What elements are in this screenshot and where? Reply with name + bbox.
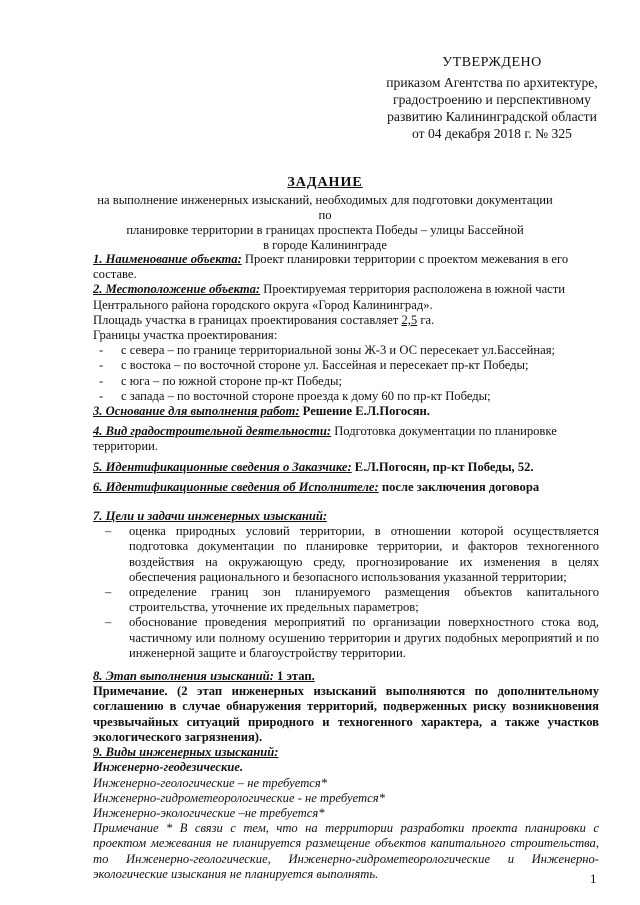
section-7 bbox=[93, 509, 599, 524]
section-text: после заключения договора bbox=[378, 479, 540, 494]
section-label: 1. Наименование объекта: bbox=[93, 252, 242, 266]
list-item: - с запада – по восточной стороне проезда к дому 60 по пр-кт Победы; bbox=[93, 389, 599, 404]
goals-list bbox=[93, 524, 599, 661]
approval-line: приказом Агентства по архитектуре, bbox=[386, 75, 598, 90]
heading-subtitle: на выполнение инженерных изысканий, необходимых для подготовки документации по bbox=[97, 193, 553, 222]
section-label: 6. Идентификационные сведения об Исполнителе: bbox=[93, 479, 379, 494]
section-2 bbox=[93, 282, 599, 297]
area-unit: га. bbox=[417, 312, 435, 327]
document-body bbox=[93, 252, 599, 882]
survey-type: Инженерно-гидрометеорологические - не требуется* bbox=[93, 790, 385, 805]
approval-date: от 04 декабря 2018 г. № 325 bbox=[412, 126, 572, 141]
section-8 bbox=[93, 669, 599, 684]
list-item: - с севера – по границе территориальной зоны Ж-3 и ОС пересекает ул.Бассейная; bbox=[93, 343, 599, 358]
section-3 bbox=[93, 404, 599, 419]
section-text: Центрального района городского округа «Город Калининград». bbox=[93, 297, 433, 312]
section-label: 8. Этап выполнения изысканий: bbox=[93, 669, 274, 684]
approval-stamp bbox=[372, 54, 612, 142]
section-9 bbox=[93, 745, 599, 760]
heading-subtitle: в городе Калининграде bbox=[263, 238, 387, 252]
list-item: - с юга – по южной стороне пр-кт Победы; bbox=[93, 374, 599, 389]
area-line bbox=[93, 313, 599, 328]
section-text: Подготовка документации по планировке bbox=[331, 424, 557, 439]
section-label: 7. Цели и задачи инженерных изысканий: bbox=[93, 509, 328, 524]
section-8-note bbox=[93, 684, 599, 745]
bounds-heading: Границы участка проектирования: bbox=[93, 328, 278, 343]
survey-type: Инженерно-геологические – не требуется* bbox=[93, 775, 328, 790]
survey-note: Примечание * В связи с тем, что на территории разработки проекта планировки с проектом межевания не планируется размещение объектов капитального строительства, то Инженерно-геологические, Инженерно-гидрометеорологические и Инженерно-экологические изыскания не планируется выполнять. bbox=[93, 821, 599, 881]
document-title: ЗАДАНИЕ bbox=[287, 175, 363, 190]
area-value: 2,5 bbox=[401, 312, 418, 327]
section-text: Проект планировки территории с проектом межевания в его bbox=[241, 252, 569, 266]
area-prefix: Площадь участка в границах проектирования составляет bbox=[93, 312, 402, 327]
section-text: Решение Е.Л.Погосян. bbox=[299, 404, 430, 419]
bounds-list bbox=[93, 343, 599, 404]
section-value: 1 этап. bbox=[273, 669, 315, 684]
page-number: 1 bbox=[590, 871, 597, 886]
section-text: Проектируемая территория расположена в южной части bbox=[260, 282, 566, 297]
section-label: 9. Виды инженерных изысканий: bbox=[93, 745, 279, 760]
survey-type: Инженерно-экологические –не требуется* bbox=[93, 805, 325, 820]
section-1 bbox=[93, 252, 599, 267]
section-label: 5. Идентификационные сведения о Заказчике: bbox=[93, 459, 352, 474]
section-text: территории. bbox=[93, 439, 158, 454]
approval-line: развитию Калининградской области bbox=[387, 109, 597, 124]
approval-title: УТВЕРЖДЕНО bbox=[442, 55, 542, 70]
section-text: составе. bbox=[93, 267, 137, 282]
section-4 bbox=[93, 424, 599, 439]
list-item: – определение границ зон планируемого размещения объектов капитального строительства, уточнение их предельных параметров; bbox=[93, 585, 599, 615]
list-item: – обоснование проведения мероприятий по организации поверхностного стока вод, частичному или полному осушению территории и других подобных мероприятий и по инженерной защите и благоустройству территории. bbox=[93, 615, 599, 661]
section-text: Е.Л.Погосян, пр-кт Победы, 52. bbox=[351, 459, 534, 474]
approval-line: градостроению и перспективному bbox=[393, 92, 591, 107]
heading-subtitle: планировке территории в границах проспекта Победы – улицы Бассейной bbox=[126, 223, 524, 237]
section-label: 4. Вид градостроительной деятельности: bbox=[93, 424, 332, 439]
list-item: - с востока – по восточной стороне ул. Бассейная и пересекает пр-кт Победы; bbox=[93, 358, 599, 373]
section-5 bbox=[93, 460, 599, 475]
note-text: (2 этап инженерных изысканий выполняются по дополнительному соглашению в случае обнаружения территорий, подверженных риску возникновения чрезвычайных ситуаций природного и техногенного характера, а также участков экологического загрязнения). bbox=[93, 684, 599, 744]
survey-type: Инженерно-геодезические. bbox=[93, 760, 244, 775]
section-label: 3. Основание для выполнения работ: bbox=[93, 404, 300, 419]
note-label: Примечание. bbox=[93, 684, 168, 699]
section-6 bbox=[93, 480, 599, 495]
document-heading bbox=[90, 175, 560, 253]
list-item: – оценка природных условий территории, в отношении которой осуществляется подготовка документации по планировке территории, и факторов техногенного воздействия на окружающую среду, прогнозирование их изменения в целях обеспечения рационального и безопасного использования указанной территории; bbox=[93, 524, 599, 585]
section-label: 2. Местоположение объекта: bbox=[93, 282, 261, 297]
